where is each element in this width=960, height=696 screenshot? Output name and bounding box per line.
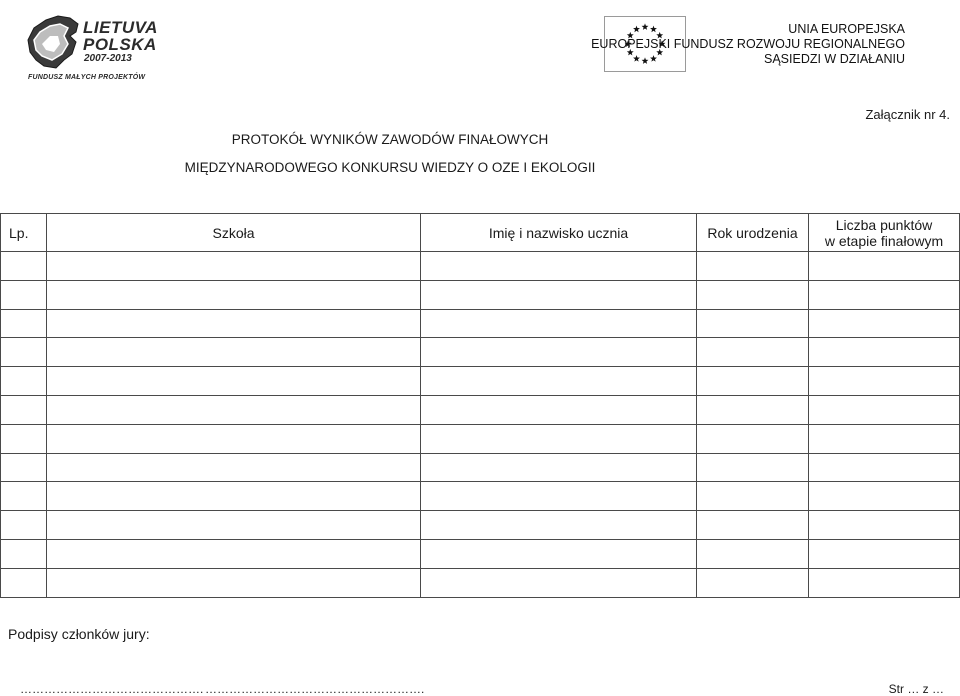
table-cell[interactable] [697,482,809,511]
table-cell[interactable] [421,568,697,597]
table-cell[interactable] [421,424,697,453]
table-cell[interactable] [1,482,47,511]
table-row [1,338,960,367]
table-cell[interactable] [47,424,421,453]
table-cell[interactable] [421,539,697,568]
table-cell[interactable] [1,539,47,568]
eu-header-text [580,22,905,67]
table-cell[interactable] [421,309,697,338]
table-cell[interactable] [809,280,960,309]
column-header-points [809,214,960,252]
table-cell[interactable] [421,367,697,396]
table-cell[interactable] [47,568,421,597]
table-cell[interactable] [421,395,697,424]
table-cell[interactable] [421,252,697,281]
logo-text-fund: FUNDUSZ MAŁYCH PROJEKTÓW [28,74,146,81]
table-header-row [1,214,960,252]
table-cell[interactable] [421,453,697,482]
table-row [1,252,960,281]
table-cell[interactable] [809,367,960,396]
table-cell[interactable] [47,453,421,482]
annex-label: Załącznik nr 4. [865,107,950,122]
table-cell[interactable] [47,280,421,309]
points-header-line1: Liczba punktów [835,216,933,233]
table-cell[interactable] [421,482,697,511]
table-cell[interactable] [697,453,809,482]
signatures-label: Podpisy członków jury: [8,626,150,642]
table-cell[interactable] [697,511,809,540]
table-cell[interactable] [809,539,960,568]
table-cell[interactable] [1,453,47,482]
eu-line-union: UNIA EUROPEJSKA [788,22,905,36]
results-table [0,213,960,598]
table-cell[interactable] [47,338,421,367]
column-header-school: Szkoła [47,214,421,252]
table-cell[interactable] [421,280,697,309]
table-cell[interactable] [809,511,960,540]
logo-text-polska: POLSKA [83,35,157,54]
table-row [1,453,960,482]
points-header-line2: w etapie finałowym [824,232,944,249]
table-cell[interactable] [697,367,809,396]
table-cell[interactable] [1,568,47,597]
table-cell[interactable] [1,309,47,338]
table-row [1,280,960,309]
map-icon [20,10,90,80]
table-row [1,511,960,540]
table-row [1,367,960,396]
table-cell[interactable] [421,338,697,367]
table-cell[interactable] [47,511,421,540]
table-row [1,568,960,597]
table-cell[interactable] [809,453,960,482]
table-cell[interactable] [1,395,47,424]
table-cell[interactable] [421,511,697,540]
table-cell[interactable] [1,338,47,367]
table-cell[interactable] [809,252,960,281]
logo-text-lietuva: LIETUVA [83,18,158,37]
table-cell[interactable] [1,424,47,453]
document-subtitle: MIĘDZYNARODOWEGO KONKURSU WIEDZY O OZE I EKOLOGII [184,160,596,175]
table-row [1,395,960,424]
signature-line-2: ………………………………………………. [205,682,425,696]
table-cell[interactable] [1,367,47,396]
table-cell[interactable] [809,309,960,338]
table-cell[interactable] [47,309,421,338]
page-number: Str … z … [888,682,944,696]
table-cell[interactable] [809,338,960,367]
table-cell[interactable] [809,482,960,511]
table-cell[interactable] [1,511,47,540]
table-row [1,482,960,511]
logo-text-years: 2007-2013 [84,53,132,64]
table-row [1,309,960,338]
table-cell[interactable] [697,539,809,568]
table-cell[interactable] [809,568,960,597]
table-cell[interactable] [697,395,809,424]
table-row [1,424,960,453]
signature-line-1: ………………………………………. [20,682,204,696]
table-row [1,539,960,568]
table-cell[interactable] [697,280,809,309]
table-cell[interactable] [47,367,421,396]
document-title: PROTOKÓŁ WYNIKÓW ZAWODÓW FINAŁOWYCH [231,132,549,147]
table-cell[interactable] [809,395,960,424]
table-cell[interactable] [809,424,960,453]
program-logo [20,10,160,86]
eu-line-motto: SĄSIEDZI W DZIAŁANIU [764,52,905,66]
table-cell[interactable] [697,338,809,367]
table-cell[interactable] [697,309,809,338]
table-cell[interactable] [697,568,809,597]
table-cell[interactable] [47,395,421,424]
table-cell[interactable] [47,539,421,568]
table-cell[interactable] [1,280,47,309]
table-cell[interactable] [1,252,47,281]
column-header-student: Imię i nazwisko ucznia [421,214,697,252]
table-cell[interactable] [47,252,421,281]
column-header-lp: Lp. [1,214,47,252]
column-header-birth-year: Rok urodzenia [697,214,809,252]
table-cell[interactable] [697,424,809,453]
eu-line-fund: EUROPEJSKI FUNDUSZ ROZWOJU REGIONALNEGO [591,37,905,51]
table-cell[interactable] [47,482,421,511]
table-cell[interactable] [697,252,809,281]
